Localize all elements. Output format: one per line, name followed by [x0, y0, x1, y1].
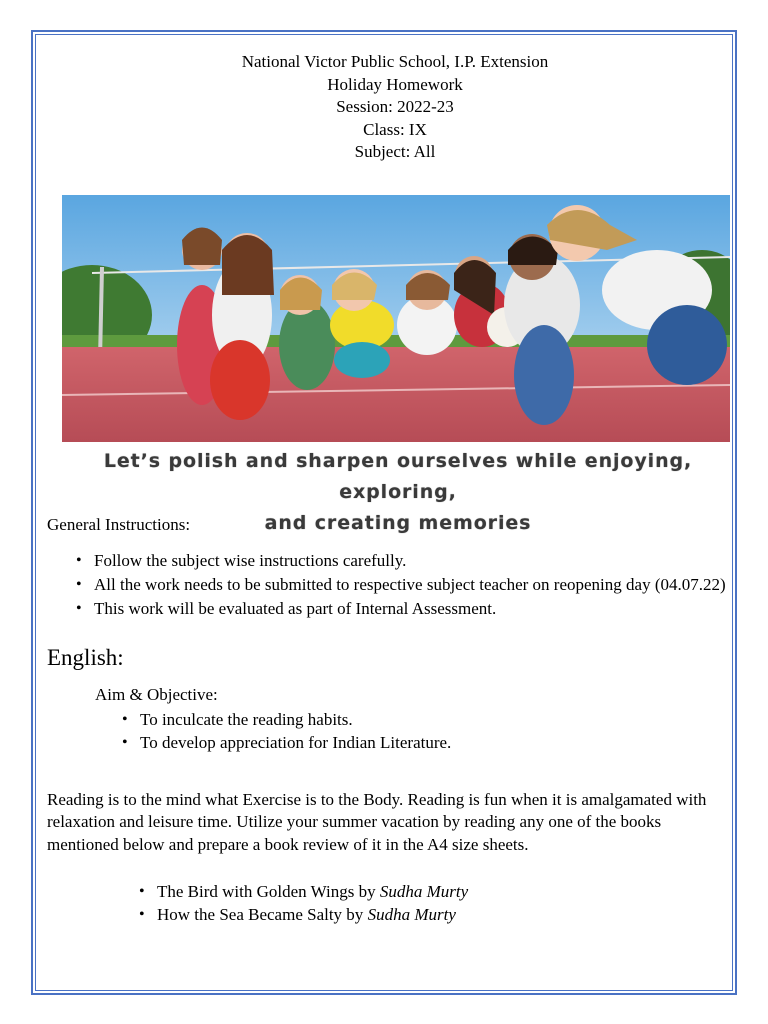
list-item: • To develop appreciation for Indian Literature.	[118, 731, 678, 754]
list-item: • Follow the subject wise instructions carefully.	[72, 549, 742, 572]
book-item	[135, 880, 695, 903]
list-item: • To inculcate the reading habits.	[118, 708, 678, 731]
reading-paragraph: Reading is to the mind what Exercise is to the Body. Reading is fun when it is amalgamated with relaxation and leisure time. Utilize your summer vacation by reading any one of the books mentioned below and prepare a book review of it in the A4 size sheets.	[47, 790, 707, 854]
school-name: National Victor Public School, I.P. Extension	[241, 52, 549, 71]
general-instructions-title: General Instructions:	[47, 515, 191, 534]
document-header	[0, 51, 768, 164]
document-title: Holiday Homework	[327, 74, 463, 94]
list-item: • All the work needs to be submitted to respective subject teacher on reopening day (04.07.22)	[72, 573, 742, 596]
subject-label: Subject: All	[354, 142, 436, 161]
book-item	[135, 903, 695, 926]
tagline-line-1: Let’s polish and sharpen ourselves while enjoying, exploring,	[103, 450, 693, 503]
book-author: Sudha Murty	[367, 905, 456, 924]
book-author: Sudha Murty	[379, 882, 469, 901]
class-label: Class: IX	[363, 119, 427, 139]
book-title: How the Sea Became Salty by	[157, 905, 368, 924]
general-instructions-list	[72, 549, 742, 621]
book-title: The Bird with Golden Wings by	[157, 882, 380, 901]
english-heading: English:	[47, 645, 124, 670]
tagline-line-2: and creating memories	[264, 512, 532, 534]
group-photo	[62, 195, 730, 442]
session-label: Session: 2022-23	[336, 97, 454, 116]
list-item: • This work will be evaluated as part of Internal Assessment.	[72, 597, 742, 620]
aim-list	[118, 708, 678, 754]
book-list	[135, 880, 695, 926]
aim-objective-title: Aim & Objective:	[95, 685, 218, 704]
